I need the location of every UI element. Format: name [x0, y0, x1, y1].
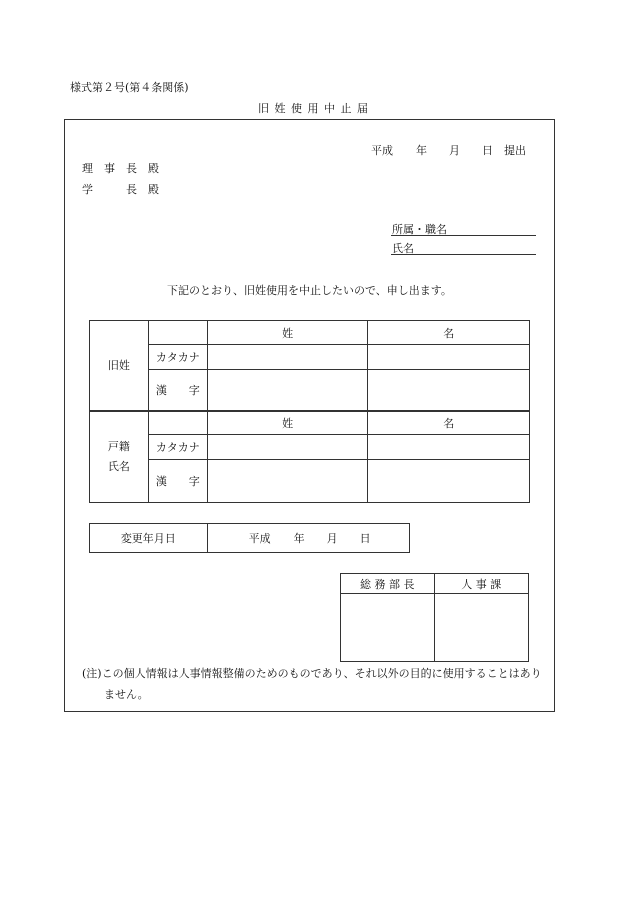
date-submit: 提出	[504, 144, 526, 157]
privacy-note	[82, 663, 542, 705]
approval-table	[340, 573, 529, 662]
approval-stamp-personnel[interactable]	[434, 594, 529, 662]
old-given-header: 名	[368, 321, 530, 345]
registry-surname-header: 姓	[207, 411, 368, 435]
change-date-label: 変更年月日	[90, 524, 208, 553]
registry-corner	[148, 411, 207, 435]
registry-name-label	[90, 411, 149, 503]
statement: 下記のとおり、旧姓使用を中止したいので、申し出ます。	[167, 284, 452, 297]
name-table	[89, 320, 530, 503]
date-era: 平成	[371, 144, 393, 157]
addressee-2-char-b: 長	[126, 183, 137, 196]
old-kanji-label: 漢 字	[148, 370, 207, 411]
applicant-name-underline	[391, 254, 536, 255]
registry-given-kanji-cell[interactable]	[368, 460, 530, 503]
approval-stamp-general-affairs[interactable]	[341, 594, 435, 662]
change-date-table	[89, 523, 410, 553]
registry-kanji-label: 漢 字	[148, 460, 207, 503]
registry-given-header: 名	[368, 411, 530, 435]
addressee-2-char-c: 殿	[148, 183, 159, 196]
change-date-month: 月	[326, 532, 338, 545]
privacy-note-line1: (注)この個人情報は人事情報整備のためのものであり、それ以外の目的に使用することはあり	[82, 667, 542, 680]
date-day: 日	[482, 144, 493, 157]
registry-surname-kanji-cell[interactable]	[207, 460, 368, 503]
change-date-day: 日	[359, 532, 371, 545]
old-name-corner	[148, 321, 207, 345]
change-date-era: 平成	[248, 532, 271, 545]
old-katakana-label: カタカナ	[148, 345, 207, 370]
old-given-katakana-cell[interactable]	[368, 345, 530, 370]
date-month: 月	[449, 144, 460, 157]
approval-header-personnel: 人 事 課	[434, 574, 529, 594]
affiliation-underline	[391, 235, 536, 236]
privacy-note-line2: ません。	[104, 688, 149, 701]
addressee-2-char-a: 学	[82, 183, 93, 196]
old-name-label: 旧姓	[90, 321, 149, 411]
addressee-1-char-c: 長	[126, 162, 137, 175]
addressee-1-char-d: 殿	[148, 162, 159, 175]
old-surname-kanji-cell[interactable]	[207, 370, 368, 411]
registry-given-katakana-cell[interactable]	[368, 435, 530, 460]
old-surname-header: 姓	[207, 321, 368, 345]
affiliation-label: 所属・職名	[392, 223, 447, 236]
change-date-value[interactable]	[207, 524, 409, 553]
addressee-1-char-b: 事	[104, 162, 115, 175]
date-year: 年	[416, 144, 427, 157]
approval-header-general-affairs: 総 務 部 長	[341, 574, 435, 594]
old-surname-katakana-cell[interactable]	[207, 345, 368, 370]
registry-label-line1: 戸籍	[107, 439, 130, 453]
registry-katakana-label: カタカナ	[148, 435, 207, 460]
old-given-kanji-cell[interactable]	[368, 370, 530, 411]
form-title: 旧 姓 使 用 中 止 届	[258, 102, 369, 115]
addressee-1-char-a: 理	[82, 162, 93, 175]
applicant-name-label: 氏名	[392, 242, 414, 255]
registry-surname-katakana-cell[interactable]	[207, 435, 368, 460]
registry-label-line2: 氏名	[107, 459, 130, 473]
change-date-year: 年	[293, 532, 305, 545]
form-number: 様式第２号(第４条関係)	[70, 81, 189, 94]
